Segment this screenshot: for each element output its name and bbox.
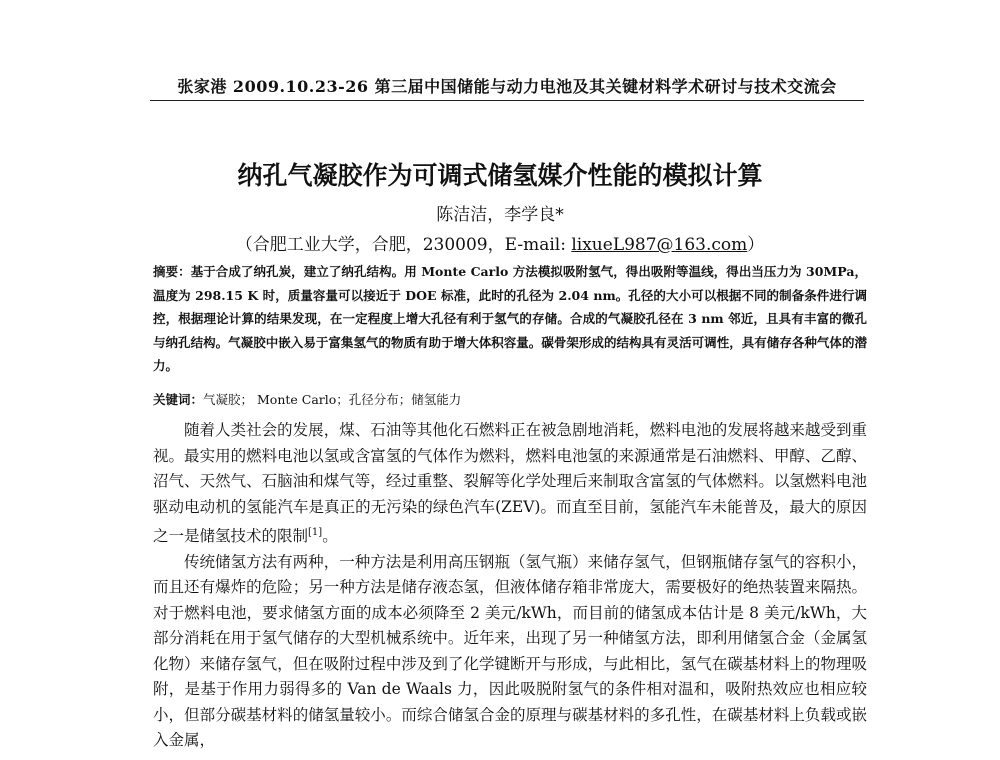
body-paragraph-2: 传统储氢方法有两种，一种方法是利用高压钢瓶（氢气瓶）来储存氢气，但钢瓶储存氢气的容积小，而且还有爆炸的危险；另一种方法是储存液态氢，但液体储存箱非常庞大，需要极好的绝热装置来隔热。对于燃料电池，要求储氢方面的成本必须降至 2 美元/kWh，而目前的储氢成本估计是 8 美元/kWh，大部分消耗在用于氢气储存的大型机械系统中。近年来，出现了另一种储氢方法，即利用储氢合金（金属氢化物）来储存氢气，但在吸附过程中涉及到了化学键断开与形成，与此相比，氢气在碳基材料上的物理吸附，是基于作用力弱得多的 Van de Waals 力，因此吸脱附氢气的条件相对温和，吸附热效应也相应较小，但部分碳基材料的储氢量较小。而综合储氢合金的原理与碳基材料的多孔性，在碳基材料上负载或嵌入金属， xyxy=(153,552,867,750)
paragraph-1-end: 。 xyxy=(322,527,338,546)
affiliation-line xyxy=(0,230,1000,255)
abstract xyxy=(153,260,867,378)
paper-title: 纳孔气凝胶作为可调式储氢媒介性能的模拟计算 xyxy=(237,161,763,190)
running-header: 张家港 2009.10.23-26 第三届中国储能与动力电池及其关键材料学术研讨与技术交流会 xyxy=(150,74,864,101)
email-link[interactable]: lixueL987@163.com xyxy=(571,235,748,255)
body-paragraph-1 xyxy=(153,418,867,550)
keywords-label: 关键词： xyxy=(153,392,204,407)
author-line: 陈洁洁，李学良* xyxy=(436,205,564,225)
affiliation-prefix: （合肥工业大学，合肥，230009，E-mail: xyxy=(235,235,572,255)
affiliation-suffix: ） xyxy=(747,235,765,255)
citation-ref[interactable]: [1] xyxy=(308,527,323,538)
paragraph-1-text: 随着人类社会的发展，煤、石油等其他化石燃料正在被急剧地消耗，燃料电池的发展将越来越受到重视。最实用的燃料电池以氢或含富氢的气体作为燃料，燃料电池氢的来源通常是石油燃料、甲醇、乙醇、沼气、天然气、石脑油和煤气等，经过重整、裂解等化学处理后来制取含富氢的气体燃料。以氢燃料电池驱动电动机的氢能汽车是真正的无污染的绿色汽车(ZEV)。而直至目前，氢能汽车未能普及，最大的原因之一是储氢技术的限制 xyxy=(153,421,867,546)
keywords xyxy=(153,390,461,408)
abstract-label: 摘要： xyxy=(153,264,191,279)
abstract-text: 基于合成了纳孔炭，建立了纳孔结构。用 Monte Carlo 方法模拟吸附氢气，得出吸附等温线，得出当压力为 30MPa，温度为 298.15 K 时，质量容量可以接近于 DOE 标准，此时的孔径为 2.04 nm。孔径的大小可以根据不同的制备条件进行调控，根据理论计算的结果发现，在一定程度上增大孔径有利于氢气的存储。合成的气凝胶孔径在 3 nm 邻近，且具有丰富的微孔与纳孔结构。气凝胶中嵌入易于富集氢气的物质有助于增大体积容量。碳骨架形成的结构具有灵活可调性，具有储存各种气体的潜力。 xyxy=(153,264,867,373)
body-text xyxy=(153,418,867,754)
keywords-text: 气凝胶； Monte Carlo；孔径分布；储氢能力 xyxy=(203,392,462,407)
